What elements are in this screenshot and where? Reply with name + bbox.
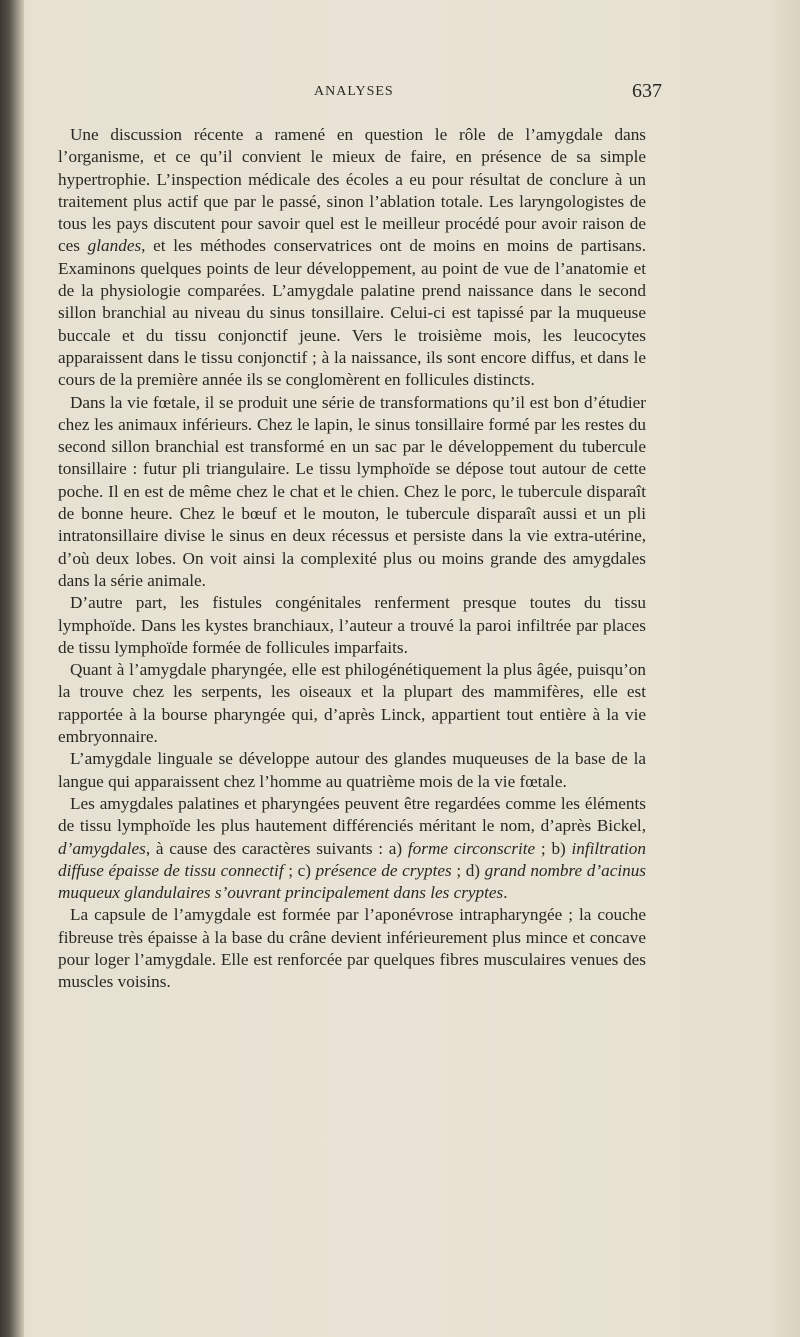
page-number: 637 bbox=[632, 80, 662, 102]
paragraph-7: La capsule de l’amygdale est formée par l’aponévrose intrapharyngée ; la couche fibreuse très épaisse à la base du crâne devient inférieurement plus mince et concave pour loger l’amygdale. Elle est renforcée par quelques fibres musculaires venues des muscles voisins. bbox=[58, 905, 646, 992]
article-body bbox=[58, 124, 646, 994]
paragraph-5: L’amygdale linguale se développe autour des glandes muqueuses de la base de la langue qui apparaissent chez l’homme au quatrième mois de la vie fœtale. bbox=[58, 749, 646, 791]
paragraph-2: Dans la vie fœtale, il se produit une série de transformations qu’il est bon d’étudier chez les animaux inférieurs. Chez le lapin, le sinus tonsillaire formé par les restes du second sillon branchial est transformé en un sac par le développement du tubercule tonsillaire : futur pli triangulaire. Le tissu lymphoïde se dépose tout autour de cette poche. Il en est de même chez le chat et le chien. Chez le porc, le tubercule disparaît de bonne heure. Chez le bœuf et le mouton, le tubercule disparaît aussi et un pli intratonsillaire divise le sinus en deux récessus et persiste dans la vie extra-utérine, d’où deux lobes. On voit ainsi la complexité plus ou moins grande des amygdales dans la série animale. bbox=[58, 392, 646, 590]
book-binding-edge bbox=[0, 0, 24, 1337]
running-header bbox=[58, 80, 662, 104]
paragraph-3: D’autre part, les fistules congénitales renferment presque toutes du tissu lymphoïde. Dans les kystes branchiaux, l’auteur a trouvé la paroi infiltrée par places de tissu lymphoïde formée de follicules imparfaits. bbox=[58, 593, 646, 657]
paragraph-4: Quant à l’amygdale pharyngée, elle est philogénétiquement la plus âgée, puisqu’on la trouve chez les serpents, les oiseaux et la plupart des mammifères, elle est rapportée à la bourse pharyngée qui, d’après Linck, appartient tout entière à la vie embryonnaire. bbox=[58, 660, 646, 747]
section-title: ANALYSES bbox=[314, 84, 394, 99]
paragraph-1: Une discussion récente a ramené en question le rôle de l’amygdale dans l’organisme, et ce qu’il convient le mieux de faire, en présence de sa simple hypertrophie. L’inspection médicale des écoles a eu pour résultat de conclure à un traitement plus actif que par le passé, sinon l’ablation totale. Les laryngologistes de tous les pays discutent pour savoir quel est le meilleur procédé pour avoir raison de ces glandes, et les méthodes conservatrices ont de moins en moins de partisans. Examinons quelques points de leur développement, au point de vue de l’anatomie et de la physiologie comparées. L’amygdale palatine prend naissance dans le second sillon branchial au niveau du sinus tonsillaire. Celui-ci est tapissé par la muqueuse buccale et du tissu conjonctif jeune. Vers le troisième mois, les leucocytes apparaissent dans le tissu conjonctif ; à la naissance, ils sont encore diffus, et dans le cours de la première année ils se conglomèrent en follicules distincts. bbox=[58, 125, 647, 390]
paragraph-6: Les amygdales palatines et pharyngées peuvent être regardées comme les éléments de tissu lymphoïde les plus hautement différenciés méritant le nom, d’après Bickel, d’amygdales, à cause des caractères suivants : a) forme circonscrite ; b) infiltration diffuse épaisse de tissu connectif ; c) présence de cryptes ; d) grand nombre d’acinus muqueux glandulaires s’ouvrant principalement dans les cryptes. bbox=[58, 793, 646, 903]
